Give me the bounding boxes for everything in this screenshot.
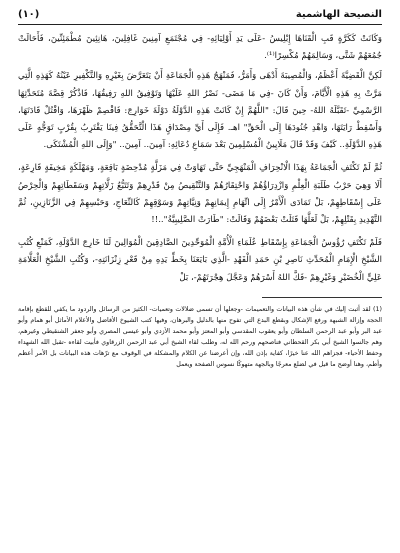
paragraph: فَلَمْ تَكْتَفِ رُؤُوسُ الْجَمَاعَةِ بِإِسْقَاطِ عُلَمَاءِ الْأُمَّةِ الْمُوَحِّدِينَ الصَّادِقِينَ الْمُوَالِينَ لَنَا خَارِجَ الدَّوْلَةِ، كَمَنْعِ كُتُبِ الشَّيْخِ الْإِمَامِ الْمُحَدِّثِ نَاصِرِ بْنِ حَمَدِ الْفَهْدِ -الَّذِي بَايَعَنَا بِخَطِّ يَدِهِ مِنْ قَعْرِ زِنْزَانَتِهِ-، وَكُتُبِ الشَّيْخِ الْعَلَّامَةِ عَلِيٍّ الْخُضَيْرِ وَغَيْرِهِمْ -فَكَّ اللهُ أَسْرَهُمْ وَعَجَّلَ هِجْرَتَهُمْ-، بَلْ [18, 238, 382, 283]
page-number: (١٠) [18, 8, 40, 20]
footnote: (1) لقد أثبت إليك في شأن هذه البيانات والتعميمات -وجعلها أن تسمى ضلالات وتعميات- الكثيرَ من الرسائل والردود ما يكفي للقطع بإقامة الحجة وإزالة الشبهة ورفع الإشكال وبقطع البدع التي تفوح منها بالدليل والبرهان، وفيها كتب الشيوخ الأفاضل والأعلام الأماثل أبو همام وأبو عبد البر وأبو عبد الرحمن السلطان وأبو يعقوب المقدسي وأبو المعتز وأبو محمد الأزدي وأبو عيسى المصري وأبو جعفر الشنقيطي وغيرهم، وهم جالسوا الشيخ أبي بكر القحطاني فناصحهم ورحم الله له، وطلب لقاء الشيخ أبي عبد الرحمن الزرقاوي فأبيت لقاءه -تقبل الله الشهداء وحفظ الأحياء- فجزاهم الله عنا خيرًا، كفاية بإذن الله، وإن أعرضنا عن الكلام والمشكلة في الوقوف مع ترّهات هذه البيانات بل الأمر أعظم وأطم، وهنا أوضح ما قيل في لضلع معرجًا وبالجهة متهوكًا نسوس الصفحة ويعمل [18, 305, 382, 368]
page-header [18, 6, 382, 22]
paragraph: وَكَانَتْ كَكَرَّةٍ قَبِ الْقَنَاهَا إِبْلِيسُ -عَلَى يَدِ أَوْلِيَائِهِ- فِي مُجْتَمَعِ آمِنِينَ غَافِلِينَ، هَانِئِينَ مُطْمَئِنِّينَ، فَأَحَالَتْ جُمُعَهُمْ شَتَّى، وَسَالِمَهُمْ مُكْسِرًا⁽¹⁾. [18, 34, 382, 62]
footnote-divider [262, 297, 382, 298]
paragraph: لَكِنَّ الْقَضِيَّةَ أَعْظَمُ، وَالْمُصِيبَةَ أَدْهَى وَأَمَرُّ، فَمَنْهَجُ هَذِهِ الْجَمَاعَةِ أَنْ يَتَعَرَّضَ بِغَيْرِهِ وَالتَّكْفِيرِ عَيْنُهُ كَهَذِهِ الَّتِي مَرَّتْ بِهِ هَذِهِ الْأَيَّامَ، وَأَنْ كَانَ -فِي مَا مَضَى- نَصْرُ اللهِ عَلَيْهَا وَتَوْفِيقُ اللهِ رَفِيقُهَا، فَاذْكُرْ قِصَّةَ مُتَحَدِّثِهَا الرَّسْمِيِّ -تَقَبَّلَهُ اللهُ- حِينَ قَالَ: "اللَّهُمَّ إِنْ كَانَتْ هَذِهِ الدَّوْلَةُ دَوْلَةَ خَوَارِجَ: فَاقْصِمْ ظَهْرَهَا، وَاقْتُلْ قَادَتَهَا، وَأَسْقِطْ رَايَتَهَا، وَاهْدِ جُنُودَهَا إِلَى الْحَقِّ" اهـ. فَإِلَى أَيِّ مِصْدَاقٍ هَذَا الْتَّحَقُّقُ فِينَا يَقْتَرِبُ بِقُرْبٍ تَوَجُّهٍ عَلَى هَذِهِ الدَّوْلَةِ.. كَيْفَ وَقَدْ قَالَ مَلَايِينُ الْمُسْلِمِينَ بَعْدَ سَمَاعِ دُعَائِهِ: آمِينَ.. آمِينَ.. "وَإِلَى اللهِ الْمُشْتَكَى. [18, 71, 382, 151]
paragraph: ثُمَّ لَمْ تَكْتَفِ الْجَمَاعَةُ بِهَذَا الْانْحِرَافِ الْمَنْهَجِيِّ حَتَّى تَهَاوَتْ فِي مَزَلَّةٍ مُدْحِضَةٍ بَاقِعَةٍ، وَمَهْلَكَةٍ مَخِيفَةٍ قَارِعَةٍ، أَلَا وَهِيَ حَرْبُ طَلَبَةِ الْعِلْمِ وَازْدِرَاؤُهُمْ وَاحْتِقَارُهُمْ وَالتَّنْقِيصُ مِنْ قَدْرِهِمْ وَتَتَبُّعُ زَلَّاتِهِمْ وَسَقَطَاتِهِمْ وَالْحِرْصُ عَلَى إِسْقَاطِهِمْ، بَلْ تَمَادَى الْأَمْرُ إِلَى اتِّهَامِ إِيمَانِهِمْ وَنِيَّاتِهِمْ وَسَوْقِهِمْ كَالنِّعَاجِ، وَحَبْسِهِمْ فِي الزَّنَازِينِ، ثُمَّ التَّهْدِيدِ بِقَتْلِهِمْ، بَلْ لَعَلَّهَا قَتَلَتْ بَعْضَهُمْ وَقَالَتْ: "طَارَتْ الصَّلِيبِيَّةُ"..!! [18, 163, 382, 226]
header-divider [18, 24, 382, 25]
main-text [18, 31, 382, 287]
running-title: النصيحة الهاشمية [295, 8, 382, 20]
